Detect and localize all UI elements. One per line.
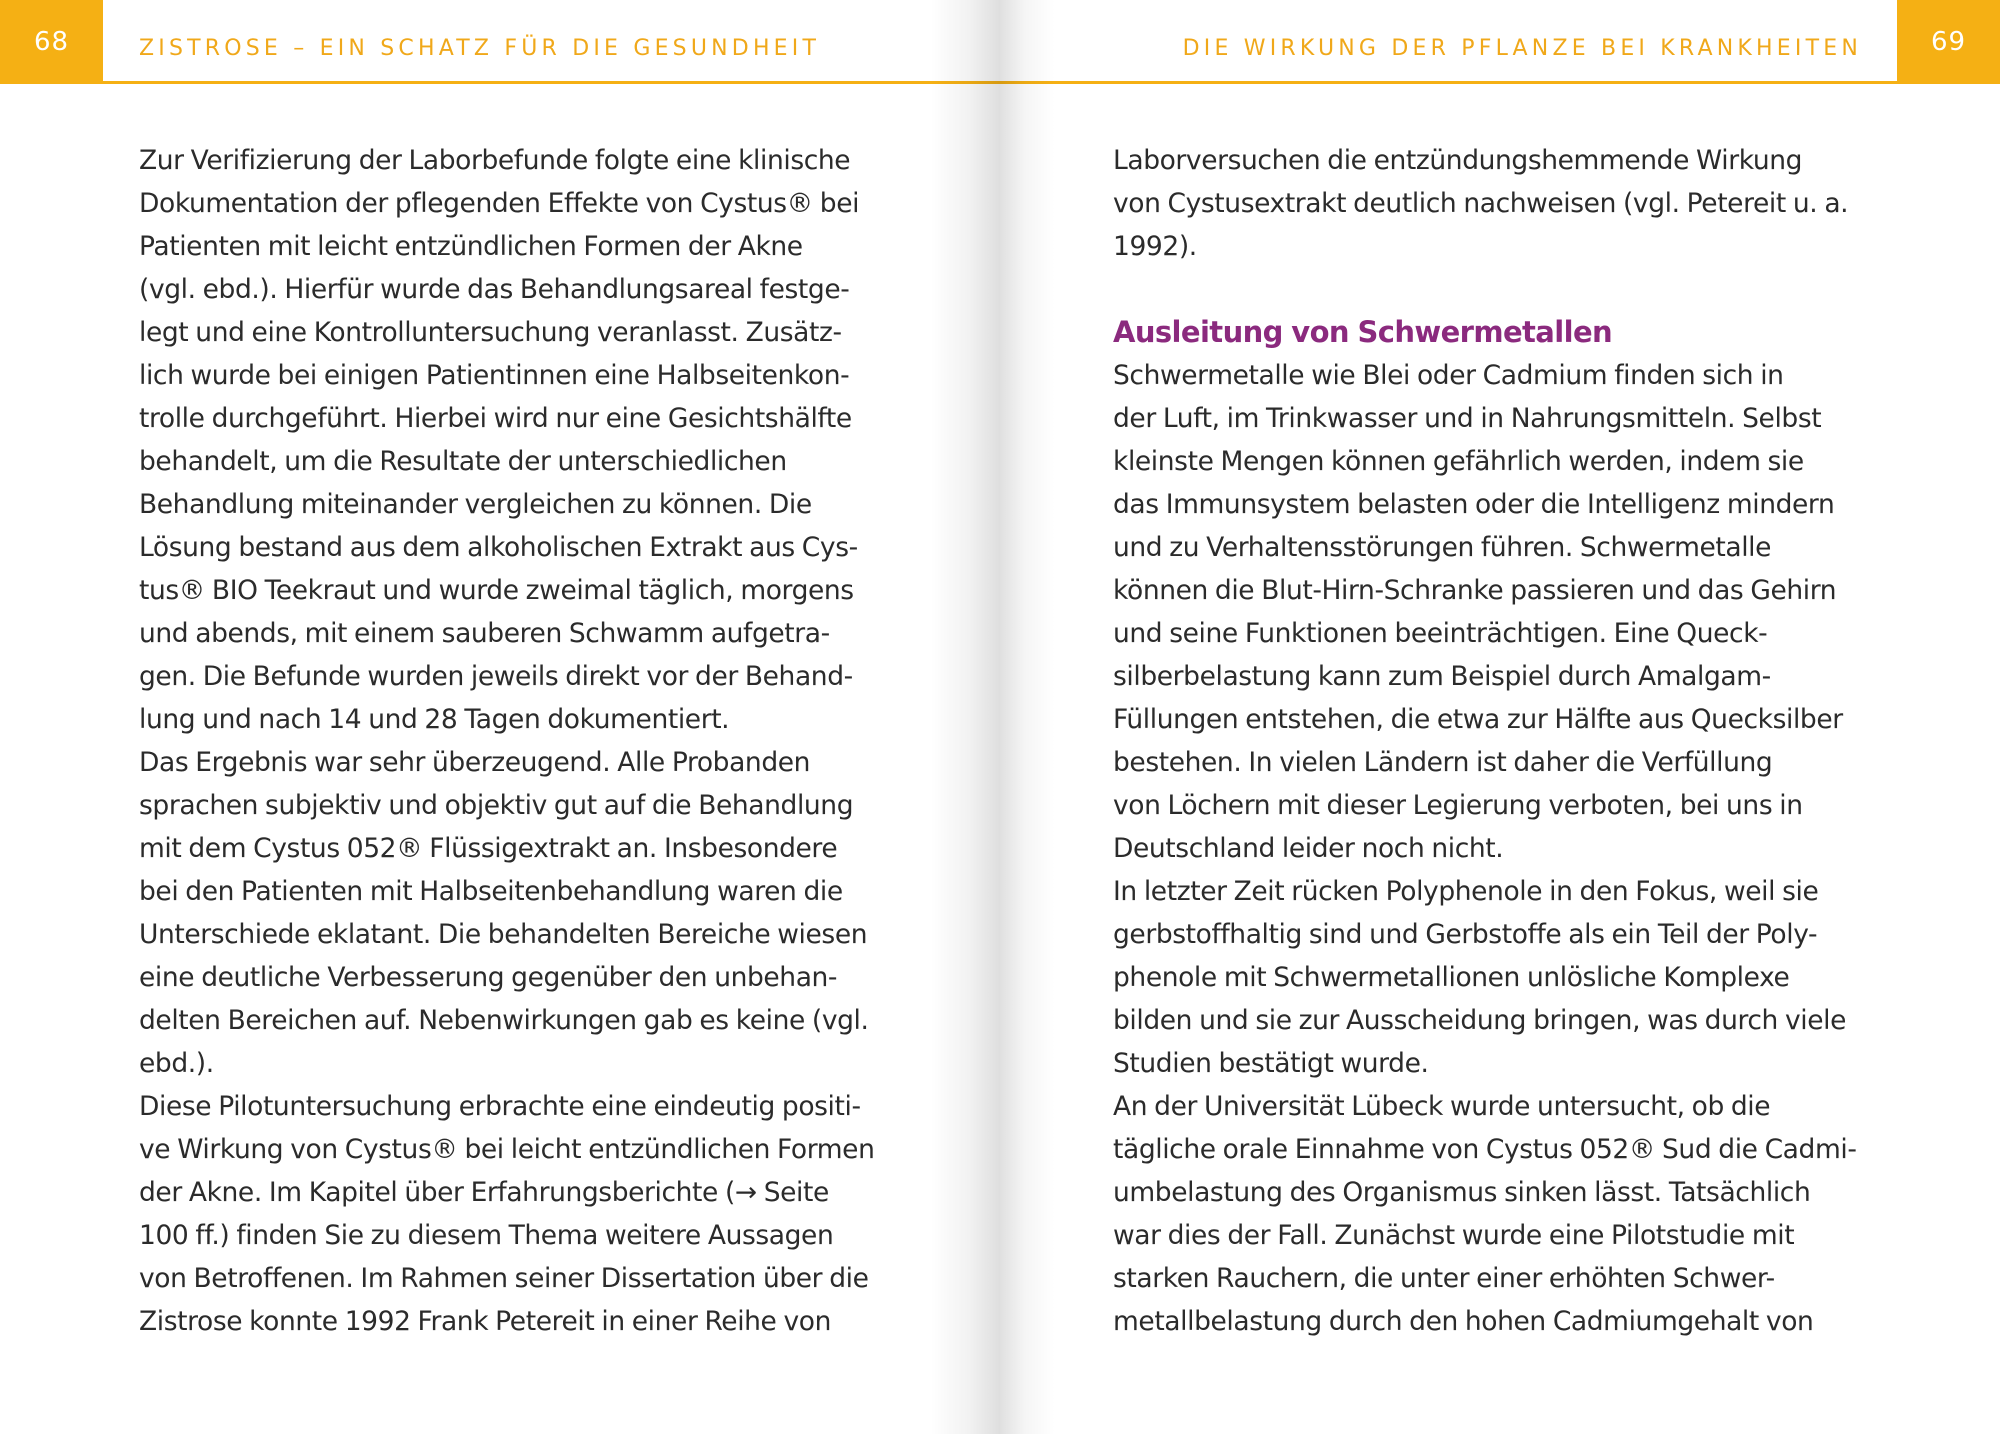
- text-line: und seine Funktionen beeinträchtigen. Eine Queck-: [1113, 618, 1768, 649]
- right-running-head: DIE WIRKUNG DER PFLANZE BEI KRANKHEITEN: [1182, 36, 1862, 61]
- text-line: Patienten mit leicht entzündlichen Formen der Akne: [139, 231, 803, 262]
- text-line: und zu Verhaltensstörungen führen. Schwermetalle: [1113, 532, 1772, 563]
- text-line: ebd.).: [139, 1048, 214, 1079]
- text-line: bestehen. In vielen Ländern ist daher die Verfüllung: [1113, 747, 1773, 778]
- right-page-number: 69: [1897, 0, 2000, 84]
- text-line: An der Universität Lübeck wurde untersucht, ob die: [1113, 1091, 1771, 1122]
- text-line: Zur Verifizierung der Laborbefunde folgte eine klinische: [139, 145, 851, 176]
- text-line: Füllungen entstehen, die etwa zur Hälfte aus Quecksilber: [1113, 704, 1843, 735]
- text-line: der Akne. Im Kapitel über Erfahrungsberichte (→ Seite: [139, 1177, 829, 1208]
- section-heading: Ausleitung von Schwermetallen: [1113, 315, 1613, 349]
- text-line: sprachen subjektiv und objektiv gut auf die Behandlung: [139, 790, 854, 821]
- text-line: Behandlung miteinander vergleichen zu können. Die: [139, 489, 812, 520]
- right-body-text: [1113, 139, 1873, 1343]
- text-line: lich wurde bei einigen Patientinnen eine Halbseitenkon-: [139, 360, 850, 391]
- text-line: tägliche orale Einnahme von Cystus 052® Sud die Cadmi-: [1113, 1134, 1857, 1165]
- text-line: können die Blut-Hirn-Schranke passieren und das Gehirn: [1113, 575, 1837, 606]
- text-line: In letzter Zeit rücken Polyphenole in den Fokus, weil sie: [1113, 876, 1819, 907]
- text-line: ve Wirkung von Cystus® bei leicht entzündlichen Formen: [139, 1134, 875, 1165]
- text-line: das Immunsystem belasten oder die Intelligenz mindern: [1113, 489, 1835, 520]
- text-line: von Betroffenen. Im Rahmen seiner Dissertation über die: [139, 1263, 869, 1294]
- text-line: Schwermetalle wie Blei oder Cadmium finden sich in: [1113, 360, 1784, 391]
- text-line: tus® BIO Teekraut und wurde zweimal täglich, morgens: [139, 575, 854, 606]
- text-line: und abends, mit einem sauberen Schwamm aufgetra-: [139, 618, 830, 649]
- text-line: war dies der Fall. Zunächst wurde eine Pilotstudie mit: [1113, 1220, 1795, 1251]
- text-line: Zistrose konnte 1992 Frank Petereit in einer Reihe von: [139, 1306, 831, 1337]
- text-line: Deutschland leider noch nicht.: [1113, 833, 1504, 864]
- text-line: gerbstoffhaltig sind und Gerbstoffe als ein Teil der Poly-: [1113, 919, 1818, 950]
- text-line: Das Ergebnis war sehr überzeugend. Alle Probanden: [139, 747, 811, 778]
- left-running-head: ZISTROSE – EIN SCHATZ FÜR DIE GESUNDHEIT: [139, 36, 821, 61]
- text-line: bilden und sie zur Ausscheidung bringen, was durch viele: [1113, 1005, 1846, 1036]
- text-line: (vgl. ebd.). Hierfür wurde das Behandlungsareal festge-: [139, 274, 850, 305]
- text-line: silberbelastung kann zum Beispiel durch Amalgam-: [1113, 661, 1771, 692]
- text-line: trolle durchgeführt. Hierbei wird nur eine Gesichtshälfte: [139, 403, 852, 434]
- right-page-header: [1000, 0, 2000, 84]
- text-line: 100 ff.) finden Sie zu diesem Thema weitere Aussagen: [139, 1220, 834, 1251]
- text-line: kleinste Mengen können gefährlich werden, indem sie: [1113, 446, 1804, 477]
- text-line: behandelt, um die Resultate der unterschiedlichen: [139, 446, 787, 477]
- text-line: Lösung bestand aus dem alkoholischen Extrakt aus Cys-: [139, 532, 858, 563]
- text-line: gen. Die Befunde wurden jeweils direkt vor der Behand-: [139, 661, 853, 692]
- text-line: metallbelastung durch den hohen Cadmiumgehalt von: [1113, 1306, 1814, 1337]
- text-line: von Löchern mit dieser Legierung verboten, bei uns in: [1113, 790, 1803, 821]
- left-page-number: 68: [0, 0, 103, 84]
- text-line: eine deutliche Verbesserung gegenüber den unbehan-: [139, 962, 838, 993]
- text-line: 1992).: [1113, 231, 1197, 262]
- left-page-header: [0, 0, 1000, 84]
- left-body-text: [139, 139, 899, 1343]
- text-line: Diese Pilotuntersuchung erbrachte eine eindeutig positi-: [139, 1091, 861, 1122]
- text-line: bei den Patienten mit Halbseitenbehandlung waren die: [139, 876, 843, 907]
- text-line: Studien bestätigt wurde.: [1113, 1048, 1429, 1079]
- text-line: Laborversuchen die entzündungshemmende Wirkung: [1113, 145, 1803, 176]
- text-line: starken Rauchern, die unter einer erhöhten Schwer-: [1113, 1263, 1775, 1294]
- paragraph-spacer: [1113, 268, 1873, 311]
- right-page: [1000, 0, 2000, 1434]
- text-line: delten Bereichen auf. Nebenwirkungen gab es keine (vgl.: [139, 1005, 869, 1036]
- text-line: mit dem Cystus 052® Flüssigextrakt an. Insbesondere: [139, 833, 838, 864]
- text-line: lung und nach 14 und 28 Tagen dokumentiert.: [139, 704, 730, 735]
- text-line: Unterschiede eklatant. Die behandelten Bereiche wiesen: [139, 919, 868, 950]
- text-line: von Cystusextrakt deutlich nachweisen (vgl. Petereit u. a.: [1113, 188, 1849, 219]
- text-line: der Luft, im Trinkwasser und in Nahrungsmitteln. Selbst: [1113, 403, 1822, 434]
- text-line: umbelastung des Organismus sinken lässt. Tatsächlich: [1113, 1177, 1811, 1208]
- text-line: phenole mit Schwermetallionen unlösliche Komplexe: [1113, 962, 1790, 993]
- text-line: Dokumentation der pflegenden Effekte von Cystus® bei: [139, 188, 860, 219]
- text-line: legt und eine Kontrolluntersuchung veranlasst. Zusätz-: [139, 317, 842, 348]
